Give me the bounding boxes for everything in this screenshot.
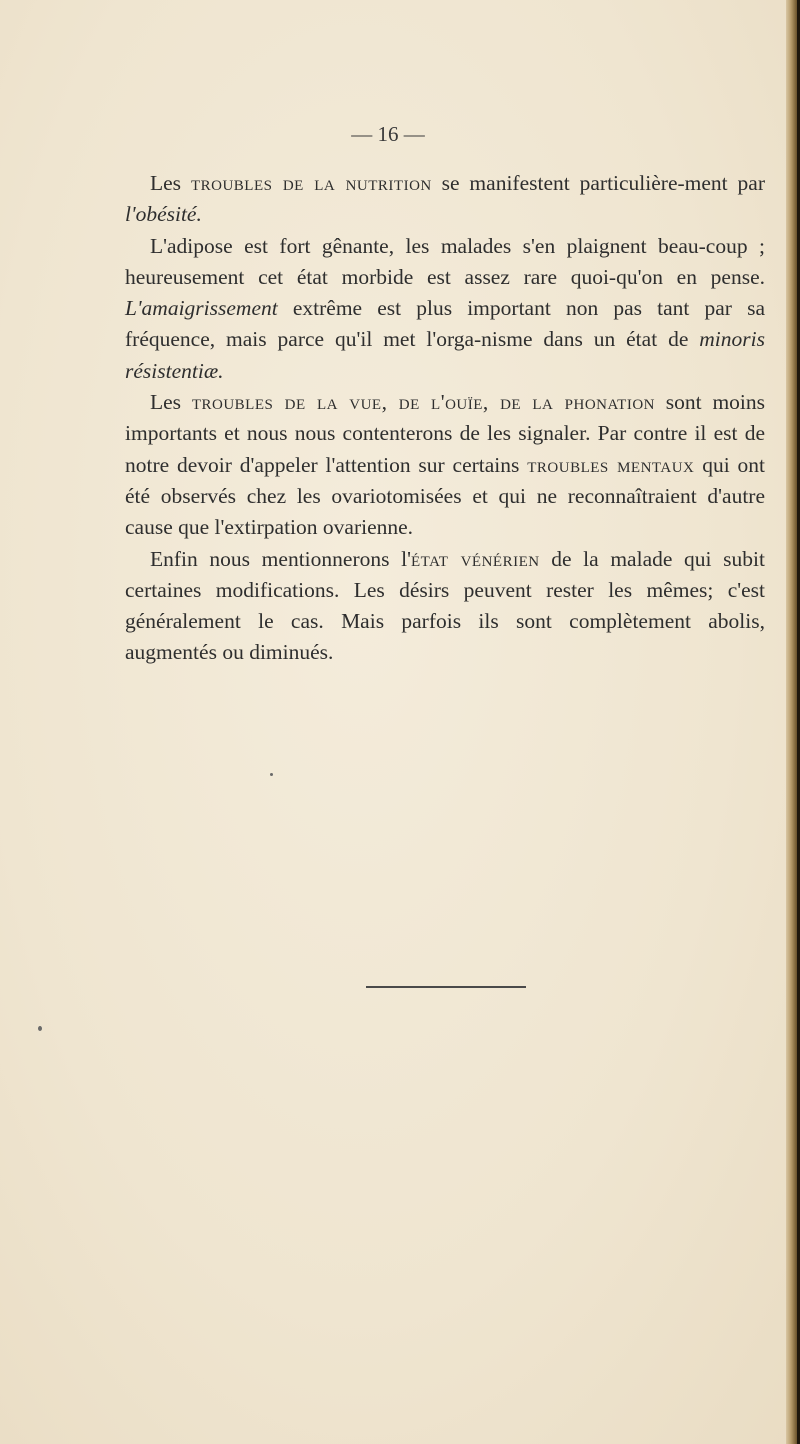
text-run: Les: [150, 390, 192, 415]
text-run: qui ont été observés chez les ovariotomisées et qui ne reconnaîtraient d'autre cause que l'extirpation ovarienne.: [125, 452, 765, 540]
text-run: extrême est plus important non pas tant par sa fréquence, mais parce qu'il met l'orga-nisme dans un état de: [125, 296, 765, 352]
ink-speck: [38, 1026, 42, 1031]
page-number: — 16 —: [351, 122, 425, 146]
paragraph: [125, 231, 765, 387]
section-term: troubles mentaux: [527, 452, 695, 477]
text-run: sont moins importants et nous nous contenterons de les signaler. Par contre il est de notre devoir d'appeler l'attention sur certains: [125, 390, 766, 477]
text-run: L'adipose est fort gênante, les malades s'en plaignent beau-coup ; heureusement cet état morbide est assez rare quoi-qu'on en pense.: [125, 233, 765, 289]
paragraph: [125, 387, 765, 543]
page-edge: [786, 0, 800, 1444]
paragraph: [125, 544, 765, 669]
text-run: Enfin nous mentionnerons l': [150, 546, 411, 571]
section-term: troubles de la vue, de l'ouïe, de la phonation: [191, 390, 655, 415]
italic-term: l'obésité.: [125, 202, 202, 227]
horizontal-rule: [366, 986, 526, 988]
section-term: troubles de la nutrition: [190, 171, 432, 195]
italic-term: L'amaigrissement: [125, 296, 278, 321]
paragraph: [125, 168, 765, 231]
section-term: état vénérien: [410, 546, 540, 571]
text-run: de la malade qui subit certaines modifications. Les désirs peuvent rester les mêmes; c'est généralement le cas. Mais parfois ils sont complètement abolis, augmentés ou diminués.: [125, 546, 765, 665]
body-text: [125, 168, 765, 669]
text-run: se manifestent particulière-ment par: [431, 171, 765, 195]
italic-term: minoris résistentiæ.: [125, 327, 765, 383]
text-run: Les: [150, 171, 191, 195]
ink-speck: [270, 773, 273, 776]
